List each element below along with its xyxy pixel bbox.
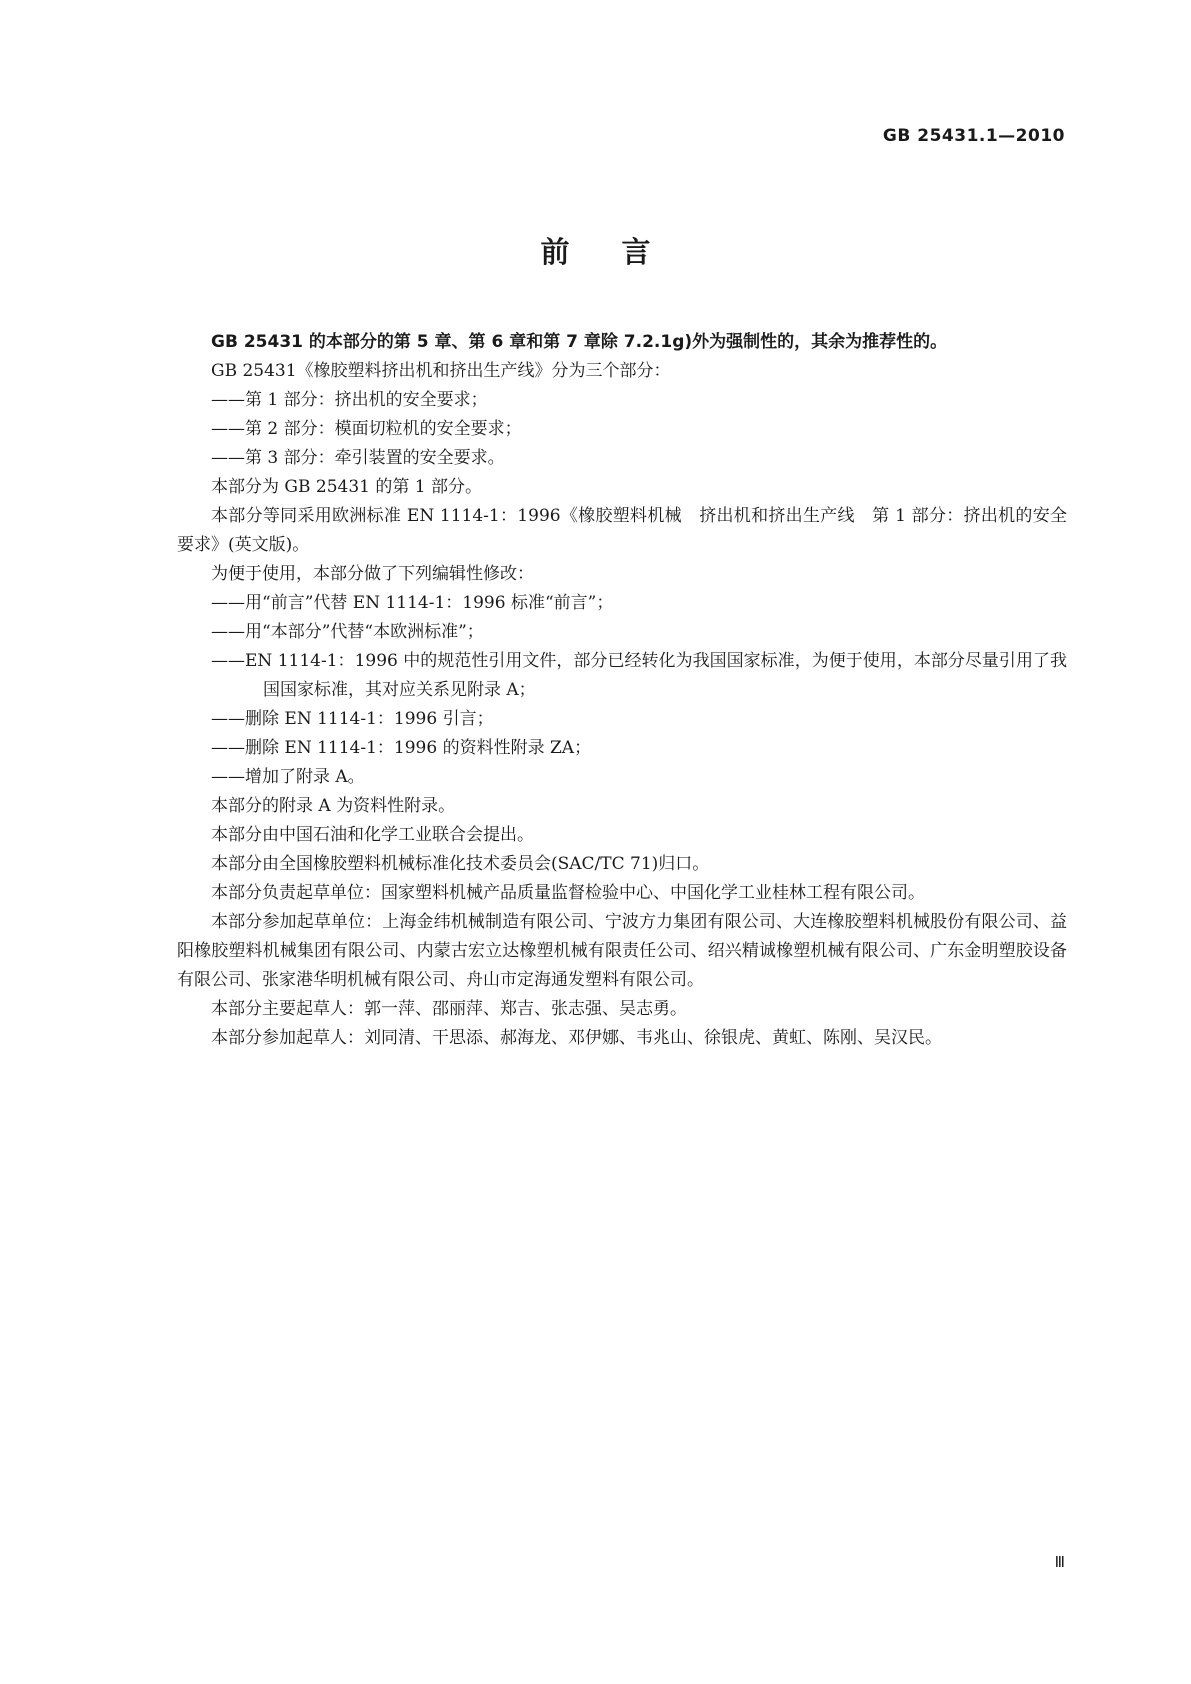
paragraph: 本部分参加起草人：刘同清、干思添、郝海龙、邓伊娜、韦兆山、徐银虎、黄虹、陈刚、吴汉民。 xyxy=(211,1028,942,1048)
paragraph: 为便于使用，本部分做了下列编辑性修改： xyxy=(211,564,534,584)
paragraph: 本部分由中国石油和化学工业联合会提出。 xyxy=(211,825,534,845)
paragraph: 本部分等同采用欧洲标准 EN 1114-1：1996《橡胶塑料机械 挤出机和挤出生产线 第 1 部分：挤出机的安全要求》(英文版)。 xyxy=(177,506,1067,555)
paragraph: 本部分负责起草单位：国家塑料机械产品质量监督检验中心、中国化学工业桂林工程有限公司。 xyxy=(211,883,925,903)
document-body xyxy=(177,328,1067,1053)
paragraph: 本部分主要起草人：郭一萍、邵丽萍、郑吉、张志强、吴志勇。 xyxy=(211,999,687,1019)
list-item: ——用“前言”代替 EN 1114-1：1996 标准“前言”； xyxy=(211,593,614,613)
paragraph: 本部分为 GB 25431 的第 1 部分。 xyxy=(211,477,482,497)
paragraph: 本部分由全国橡胶塑料机械标准化技术委员会(SAC/TC 71)归口。 xyxy=(211,854,710,874)
mandatory-statement: GB 25431 的本部分的第 5 章、第 6 章和第 7 章除 7.2.1g)外为强制性的，其余为推荐性的。 xyxy=(211,332,948,352)
list-item: ——第 3 部分：牵引装置的安全要求。 xyxy=(211,448,505,468)
standard-number: GB 25431.1—2010 xyxy=(882,126,1065,146)
list-item: ——删除 EN 1114-1：1996 的资料性附录 ZA； xyxy=(211,738,592,758)
page-title: 前言 xyxy=(540,235,703,269)
list-item: ——删除 EN 1114-1：1996 引言； xyxy=(211,709,494,729)
paragraph: GB 25431《橡胶塑料挤出机和挤出生产线》分为三个部分： xyxy=(211,361,671,381)
paragraph: 本部分参加起草单位：上海金纬机械制造有限公司、宁波方力集团有限公司、大连橡胶塑料机械股份有限公司、益阳橡胶塑料机械集团有限公司、内蒙古宏立达橡塑机械有限责任公司、绍兴精诚橡塑机械有限公司、广东金明塑胶设备有限公司、张家港华明机械有限公司、舟山市定海通发塑料有限公司。 xyxy=(177,912,1067,990)
list-item: ——增加了附录 A。 xyxy=(211,767,365,787)
list-item: ——第 2 部分：模面切粒机的安全要求； xyxy=(211,419,522,439)
page-number: Ⅲ xyxy=(1054,1553,1065,1571)
list-item: ——第 1 部分：挤出机的安全要求； xyxy=(211,390,488,410)
paragraph: 本部分的附录 A 为资料性附录。 xyxy=(211,796,456,816)
list-item: ——EN 1114-1：1996 中的规范性引用文件，部分已经转化为我国国家标准，为便于使用，本部分尽量引用了我国国家标准，其对应关系见附录 A； xyxy=(211,651,1067,700)
list-item: ——用“本部分”代替“本欧洲标准”； xyxy=(211,622,484,642)
